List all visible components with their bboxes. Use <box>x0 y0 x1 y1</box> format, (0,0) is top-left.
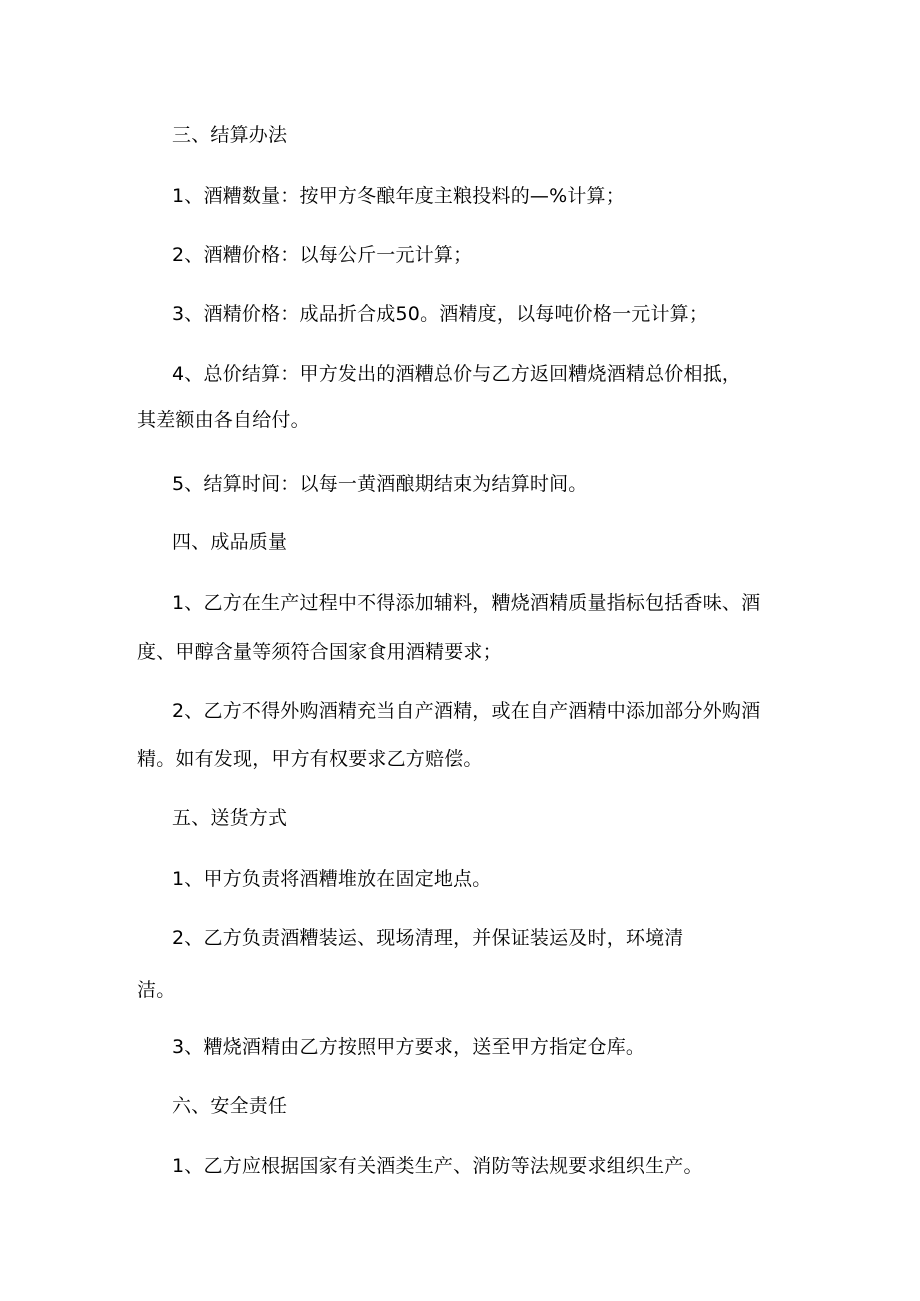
section-heading-quality: 四、成品质量 <box>172 531 288 553</box>
paragraph-safety-compliance: 1、乙方应根据国家有关酒类生产、消防等法规要求组织生产。 <box>172 1155 703 1177</box>
paragraph-no-purchased-alcohol-cont: 精。如有发现，甲方有权要求乙方赔偿。 <box>137 748 483 770</box>
paragraph-no-additives-cont: 度、甲醇含量等须符合国家食用酒精要求； <box>137 641 502 663</box>
section-heading-settlement: 三、结算办法 <box>172 124 288 146</box>
paragraph-loading-cleanup-cont: 洁。 <box>137 979 176 1001</box>
paragraph-no-additives: 1、乙方在生产过程中不得添加辅料，糟烧酒精质量指标包括香味、酒 <box>172 592 761 614</box>
paragraph-settlement-time: 5、结算时间：以每一黄酒酿期结束为结算时间。 <box>172 473 588 495</box>
paragraph-lees-quantity: 1、酒糟数量：按甲方冬酿年度主粮投料的—%计算； <box>172 185 625 207</box>
paragraph-lees-storage: 1、甲方负责将酒糟堆放在固定地点。 <box>172 868 492 890</box>
paragraph-lees-price: 2、酒糟价格：以每公斤一元计算； <box>172 244 473 266</box>
section-heading-delivery: 五、送货方式 <box>172 807 288 829</box>
paragraph-total-settlement: 4、总价结算：甲方发出的酒糟总价与乙方返回糟烧酒精总价相抵， <box>172 363 742 385</box>
paragraph-total-settlement-cont: 其差额由各自给付。 <box>137 409 310 431</box>
paragraph-no-purchased-alcohol: 2、乙方不得外购酒精充当自产酒精，或在自产酒精中添加部分外购酒 <box>172 700 761 722</box>
paragraph-loading-cleanup: 2、乙方负责酒糟装运、现场清理，并保证装运及时，环境清 <box>172 927 684 949</box>
section-heading-safety: 六、安全责任 <box>172 1095 288 1117</box>
paragraph-alcohol-price: 3、酒精价格：成品折合成50。酒精度，以每吨价格一元计算； <box>172 303 709 325</box>
paragraph-alcohol-delivery: 3、糟烧酒精由乙方按照甲方要求，送至甲方指定仓库。 <box>172 1036 646 1058</box>
